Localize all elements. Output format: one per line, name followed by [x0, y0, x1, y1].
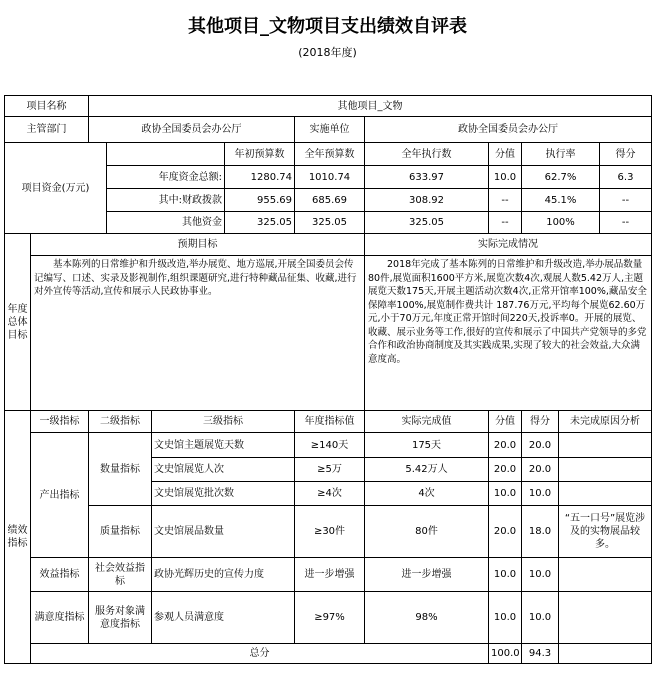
indicator-weight: 20.0	[489, 506, 522, 558]
indicator-reason	[559, 592, 652, 644]
funds-score: --	[600, 189, 652, 212]
quality-indicator-label: 质量指标	[89, 506, 152, 558]
indicator-score: 10.0	[522, 558, 559, 592]
indicator-actual: 175天	[365, 433, 489, 458]
dept-label: 主管部门	[5, 117, 89, 143]
page-title: 其他项目_文物项目支出绩效自评表	[188, 16, 467, 37]
indicator-name: 文史馆展览批次数	[152, 482, 295, 506]
perf-header-actual: 实际完成值	[365, 411, 489, 433]
perf-row	[5, 592, 652, 644]
perf-header-target: 年度指标值	[295, 411, 365, 433]
indicator-actual: 98%	[365, 592, 489, 644]
goals-header-row	[5, 234, 652, 256]
perf-header-score: 得分	[522, 411, 559, 433]
indicator-reason	[559, 458, 652, 482]
output-indicator-label: 产出指标	[31, 433, 89, 558]
goals-label: 年度总体目标	[5, 234, 31, 411]
funds-row-label: 年度资金总额:	[107, 166, 225, 189]
perf-header-reason: 未完成原因分析	[559, 411, 652, 433]
funds-header-weight: 分值	[489, 143, 522, 166]
funds-executed: 308.92	[365, 189, 489, 212]
funds-executed: 633.97	[365, 166, 489, 189]
project-name-value: 其他项目_文物	[89, 96, 652, 117]
funds-row-label: 其中:财政拨款	[107, 189, 225, 212]
indicator-reason	[559, 558, 652, 592]
total-label: 总分	[31, 644, 489, 664]
indicator-name: 文史馆主题展览天数	[152, 433, 295, 458]
indicator-target: ≥140天	[295, 433, 365, 458]
funds-rate: 45.1%	[522, 189, 600, 212]
perf-row	[5, 433, 652, 458]
funds-weight: --	[489, 212, 522, 234]
funds-header-row	[5, 143, 652, 166]
perf-header-row	[5, 411, 652, 433]
quantity-indicator-label: 数量指标	[89, 433, 152, 506]
funds-row-label: 其他资金	[107, 212, 225, 234]
funds-header-executed: 全年执行数	[365, 143, 489, 166]
goals-expected-text: 基本陈列的日常维护和升级改造,举办展览、地方巡展,开展全国委员会传记编写、口述、实录及影视制作,组织课题研究,进行特种藏品征集、收藏,进行对外宣传等活动,宣传和展示人民政协事业。	[31, 256, 365, 411]
service-indicator-label: 服务对象满意度指标	[89, 592, 152, 644]
impl-value: 政协全国委员会办公厅	[365, 117, 652, 143]
benefit-indicator-label: 效益指标	[31, 558, 89, 592]
indicator-reason	[559, 433, 652, 458]
funds-rate: 100%	[522, 212, 600, 234]
indicator-actual: 4次	[365, 482, 489, 506]
indicator-score: 18.0	[522, 506, 559, 558]
funds-annual: 685.69	[295, 189, 365, 212]
evaluation-table	[4, 95, 652, 664]
project-name-label: 项目名称	[5, 96, 89, 117]
indicator-weight: 10.0	[489, 592, 522, 644]
indicator-weight: 20.0	[489, 458, 522, 482]
indicator-target: ≥4次	[295, 482, 365, 506]
perf-row	[5, 558, 652, 592]
indicator-reason	[559, 482, 652, 506]
goals-actual-text: 2018年完成了基本陈列的日常维护和升级改造,举办展品数量80件,展览面积1600平方米,展览次数4次,观展人数5.42万人,主题展览天数175天,开展主题活动次数4次,正常开馆率100%,藏品安全保障率100%,展览制作费共计 187.76万元,平均每个展览62.60万元,小于70万元,年度正常开馆时间220天,投诉率0。开展的展览、收藏、展示业务等工作,很好的宣传和展示了中国共产党领导的多党合作和政治协商制度及其实践成果,实现了较大的社会效益,大众满意度高。	[365, 256, 652, 411]
perf-row	[5, 506, 652, 558]
funds-annual: 325.05	[295, 212, 365, 234]
goals-expected-label: 预期目标	[31, 234, 365, 256]
indicator-actual: 5.42万人	[365, 458, 489, 482]
total-score: 94.3	[522, 644, 559, 664]
funds-score: --	[600, 212, 652, 234]
funds-header-rate: 执行率	[522, 143, 600, 166]
social-indicator-label: 社会效益指标	[89, 558, 152, 592]
funds-weight: 10.0	[489, 166, 522, 189]
indicator-name: 参观人员满意度	[152, 592, 295, 644]
total-row	[5, 644, 652, 664]
funds-rate: 62.7%	[522, 166, 600, 189]
perf-header-level3: 三级指标	[152, 411, 295, 433]
funds-header-blank	[107, 143, 225, 166]
funds-score: 6.3	[600, 166, 652, 189]
indicator-target: ≥5万	[295, 458, 365, 482]
impl-label: 实施单位	[295, 117, 365, 143]
funds-initial: 325.05	[225, 212, 295, 234]
funds-executed: 325.05	[365, 212, 489, 234]
goals-content-row	[5, 256, 652, 411]
indicator-name: 政协光辉历史的宣传力度	[152, 558, 295, 592]
funds-header-annual: 全年预算数	[295, 143, 365, 166]
department-row	[5, 117, 652, 143]
dept-value: 政协全国委员会办公厅	[89, 117, 295, 143]
total-weight: 100.0	[489, 644, 522, 664]
indicator-target: ≥97%	[295, 592, 365, 644]
perf-header-level1: 一级指标	[31, 411, 89, 433]
funds-header-initial: 年初预算数	[225, 143, 295, 166]
indicator-reason: “五一口号”展览涉及的实物展品较多。	[559, 506, 652, 558]
satisfaction-indicator-label: 满意度指标	[31, 592, 89, 644]
funds-initial: 1280.74	[225, 166, 295, 189]
indicator-score: 20.0	[522, 458, 559, 482]
indicator-name: 文史馆展品数量	[152, 506, 295, 558]
indicator-target: 进一步增强	[295, 558, 365, 592]
funds-initial: 955.69	[225, 189, 295, 212]
funds-annual: 1010.74	[295, 166, 365, 189]
indicator-name: 文史馆展览人次	[152, 458, 295, 482]
indicator-weight: 10.0	[489, 558, 522, 592]
indicator-actual: 进一步增强	[365, 558, 489, 592]
indicator-score: 20.0	[522, 433, 559, 458]
indicator-actual: 80件	[365, 506, 489, 558]
indicator-score: 10.0	[522, 482, 559, 506]
goals-actual-label: 实际完成情况	[365, 234, 652, 256]
page-subtitle: (2018年度)	[298, 46, 357, 59]
funds-header-score: 得分	[600, 143, 652, 166]
perf-header-level2: 二级指标	[89, 411, 152, 433]
indicator-target: ≥30件	[295, 506, 365, 558]
indicator-score: 10.0	[522, 592, 559, 644]
funds-label: 项目资金(万元)	[5, 143, 107, 234]
total-reason-blank	[559, 644, 652, 664]
indicator-weight: 20.0	[489, 433, 522, 458]
project-name-row	[5, 96, 652, 117]
perf-label: 绩效指标	[5, 411, 31, 664]
indicator-weight: 10.0	[489, 482, 522, 506]
funds-weight: --	[489, 189, 522, 212]
perf-header-weight: 分值	[489, 411, 522, 433]
